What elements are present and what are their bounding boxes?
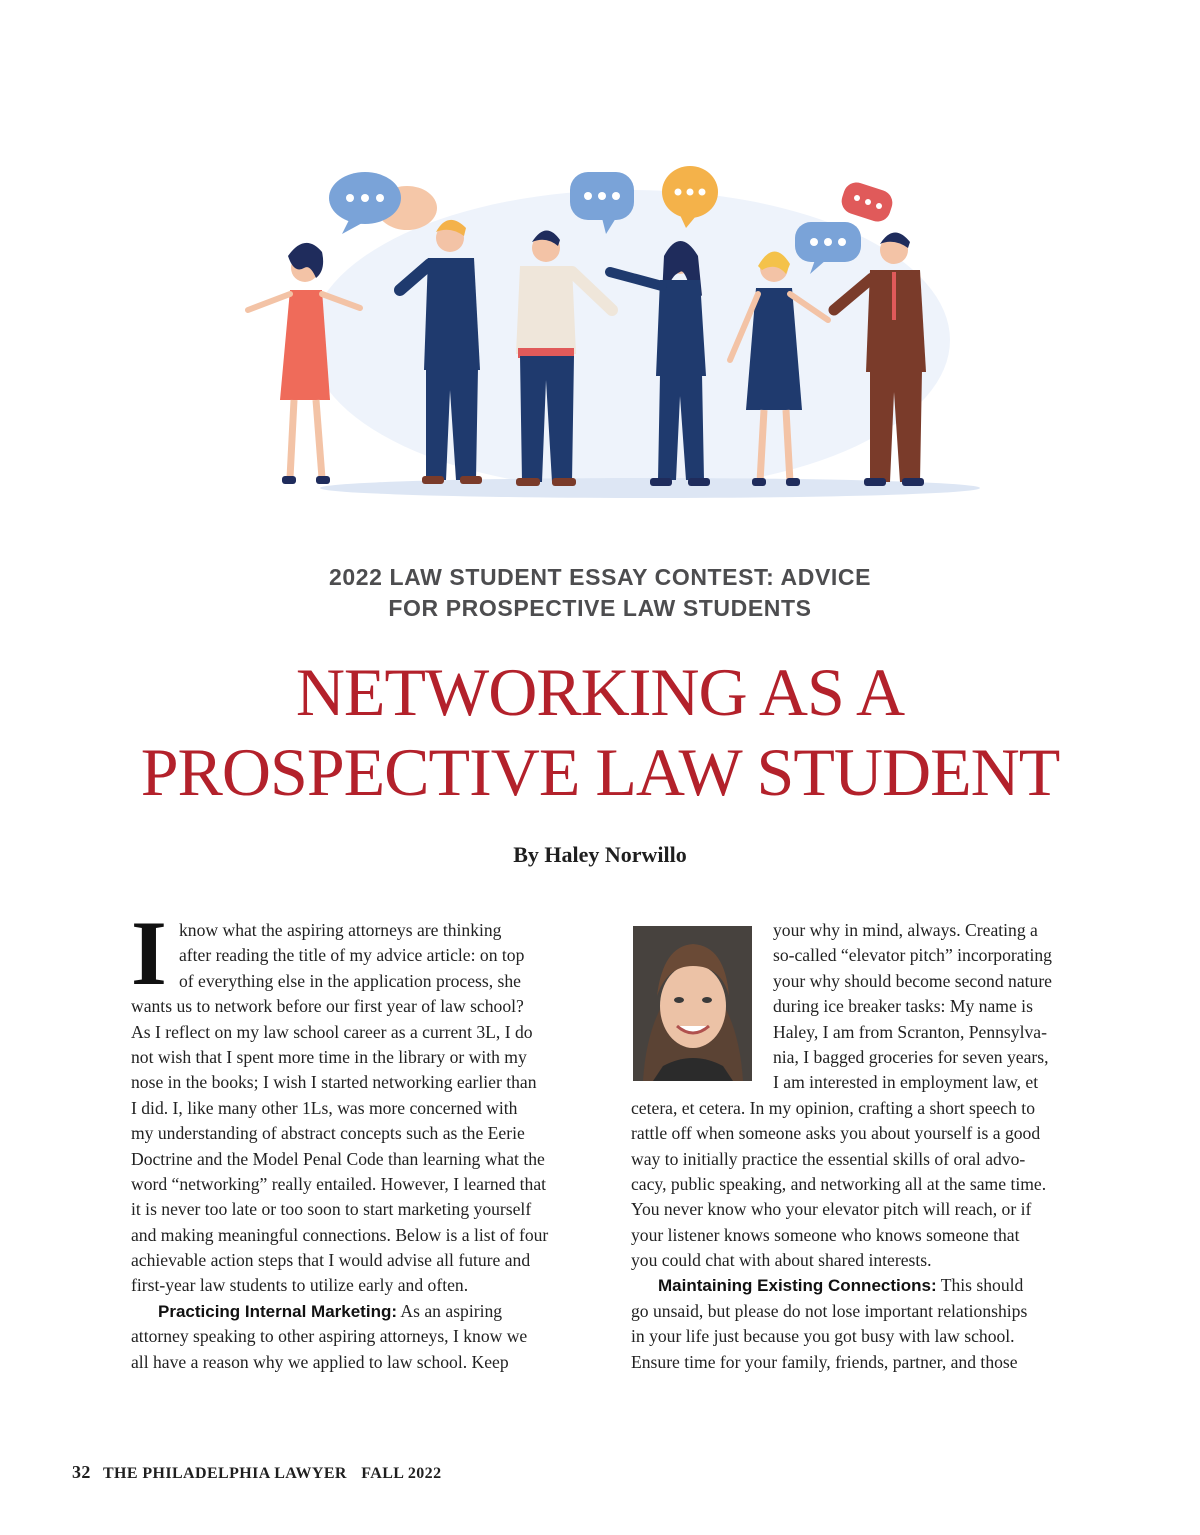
text-line: cetera, et cetera. In my opinion, crafting a short speech to xyxy=(631,1097,1035,1118)
subhead-existing-connections: Maintaining Existing Connections: xyxy=(658,1276,937,1296)
text-line: during ice breaker tasks: My name is xyxy=(773,996,1033,1017)
page-number: 32 xyxy=(72,1462,91,1482)
text-line: Haley, I am from Scranton, Pennsylva- xyxy=(773,1021,1047,1042)
subhead-internal-marketing: Practicing Internal Marketing: xyxy=(158,1301,397,1321)
text-line: go unsaid, but please do not lose important relationships xyxy=(631,1300,1028,1321)
text-line: your why in mind, always. Creating a xyxy=(773,920,1038,940)
text-line: You never know who your elevator pitch will reach, or if xyxy=(631,1199,1032,1220)
text-line: wants us to network before our first year of law school? xyxy=(131,996,524,1017)
text-line: you could chat with about shared interests. xyxy=(631,1250,932,1271)
text-line: of everything else in the application process, she xyxy=(179,970,521,991)
text-line: not wish that I spent more time in the library or with my xyxy=(131,1046,527,1067)
text-line: in your life just because you got busy with law school. xyxy=(631,1326,1015,1347)
text-span: This should xyxy=(936,1275,1024,1296)
kicker-line-2: FOR PROSPECTIVE LAW STUDENTS xyxy=(388,595,812,621)
subhead-line xyxy=(131,1299,601,1324)
text-line: so-called “elevator pitch” incorporating xyxy=(773,945,1052,966)
text-line: way to initially practice the essential skills of oral advo- xyxy=(631,1148,1026,1169)
text-line: I am interested in employment law, et xyxy=(773,1072,1039,1093)
networking-illustration xyxy=(230,160,990,505)
text-line: As I reflect on my law school career as a current 3L, I do xyxy=(131,1021,533,1042)
text-line: achievable action steps that I would advise all future and xyxy=(131,1250,531,1271)
text-line: first-year law students to utilize early and often. xyxy=(131,1275,469,1296)
text-line: Ensure time for your family, friends, partner, and those xyxy=(631,1351,1018,1372)
text-line: nia, I bagged groceries for seven years, xyxy=(773,1046,1049,1067)
text-line: I did. I, like many other 1Ls, was more concerned with xyxy=(131,1097,518,1118)
kicker-line-1: 2022 LAW STUDENT ESSAY CONTEST: ADVICE xyxy=(328,564,872,590)
text-line: your listener knows someone who knows someone that xyxy=(631,1224,1020,1245)
text-line: your why should become second nature xyxy=(773,970,1052,991)
text-line: nose in the books; I wish I started networking earlier than xyxy=(131,1072,537,1093)
text-line: know what the aspiring attorneys are thinking xyxy=(179,920,502,940)
chat-bubble-icon xyxy=(329,172,437,234)
text-line: word “networking” really entailed. However, I learned that xyxy=(131,1173,547,1194)
text-line: my understanding of abstract concepts such as the Eerie xyxy=(131,1123,525,1144)
text-line: and making meaningful connections. Below is a list of four xyxy=(131,1224,549,1245)
text-line: attorney speaking to other aspiring attorneys, I know we xyxy=(131,1326,528,1347)
text-line: Doctrine and the Model Penal Code than learning what the xyxy=(131,1148,545,1169)
chat-bubble-icon xyxy=(838,179,895,225)
text-line: rattle off when someone asks you about yourself is a good xyxy=(631,1123,1041,1144)
text-span: As an aspiring xyxy=(397,1300,503,1321)
title-line-1: NETWORKING AS A xyxy=(295,654,905,730)
title-line-2: PROSPECTIVE LAW STUDENT xyxy=(140,734,1060,810)
article-title xyxy=(0,652,1200,812)
byline: By Haley Norwillo xyxy=(513,842,687,867)
page-footer xyxy=(72,1462,441,1483)
drop-cap: I xyxy=(131,902,167,1004)
text-line: it is never too late or too soon to start marketing yourself xyxy=(131,1199,532,1220)
text-line: after reading the title of my advice article: on top xyxy=(179,945,525,966)
issue-label: FALL 2022 xyxy=(361,1465,442,1482)
text-line: cacy, public speaking, and networking all at the same time. xyxy=(631,1173,1047,1194)
right-column xyxy=(631,918,1101,1375)
text-line: all have a reason why we applied to law school. Keep xyxy=(131,1351,509,1372)
subhead-line xyxy=(631,1273,1101,1298)
article-kicker xyxy=(0,562,1200,624)
magazine-name: THE PHILADELPHIA LAWYER xyxy=(102,1465,347,1482)
left-column xyxy=(131,902,601,1375)
